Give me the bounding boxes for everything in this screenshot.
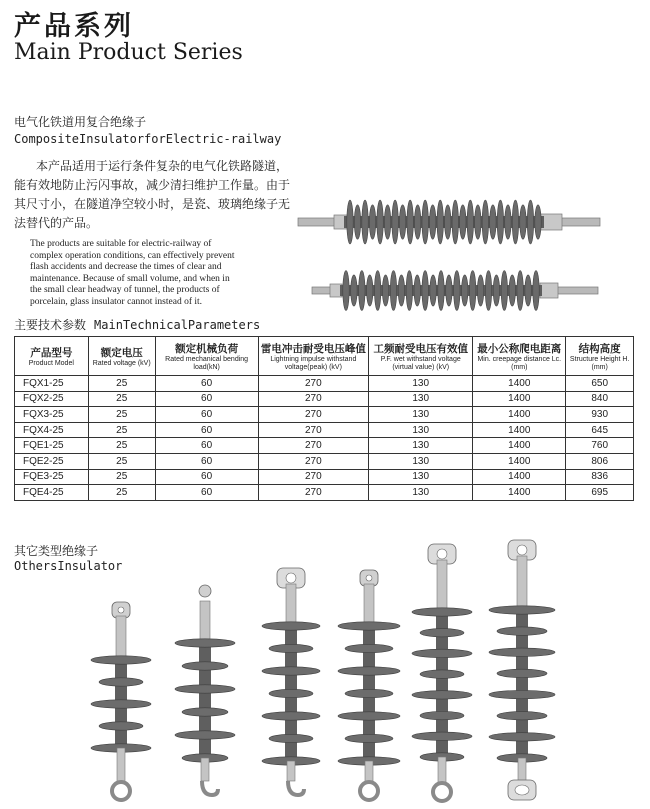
- table-cell: 25: [88, 376, 155, 392]
- table-cell: 1400: [473, 422, 566, 438]
- header-cell: 最小公称爬电距离 Min. creepage distance Lc.(mm): [473, 337, 566, 376]
- page-title-en: Main Product Series: [14, 40, 243, 65]
- table-cell: 270: [258, 376, 369, 392]
- table-cell: 840: [566, 391, 634, 407]
- table-cell: 60: [155, 422, 258, 438]
- table-cell: 650: [566, 376, 634, 392]
- table-cell: 695: [566, 485, 634, 501]
- table-row: [15, 376, 634, 392]
- table-cell: 60: [155, 438, 258, 454]
- table-cell: 60: [155, 469, 258, 485]
- model-cell: FQX3-25: [15, 407, 89, 423]
- table-cell: 270: [258, 453, 369, 469]
- params-title-cn: 主要技术参数: [14, 318, 87, 332]
- model-cell: FQX4-25: [15, 422, 89, 438]
- table-cell: 270: [258, 422, 369, 438]
- others-insulator-image-1: [86, 598, 156, 803]
- table-cell: 1400: [473, 407, 566, 423]
- railway-insulator-image-2: [310, 267, 600, 315]
- table-cell: 130: [369, 438, 473, 454]
- table-cell: 130: [369, 407, 473, 423]
- header-cell: 雷电冲击耐受电压峰值 Lightning impulse withstand voltage(peak) (kV): [258, 337, 369, 376]
- header-cell: 工频耐受电压有效值 P.F. wet withstand voltage (virtual value) (kV): [369, 337, 473, 376]
- table-cell: 270: [258, 485, 369, 501]
- model-cell: FQE4-25: [15, 485, 89, 501]
- table-cell: 130: [369, 453, 473, 469]
- table-cell: 806: [566, 453, 634, 469]
- table-cell: 25: [88, 407, 155, 423]
- description-en: The products are suitable for electric-railway of complex operation conditions, can effectively prevent flash accidents and decrease the times of clear and maintenance. Because of small volume, and when in the small clear headway of tunnel, the products of porcelain, glass insulator cannot instead of it.: [30, 239, 235, 307]
- header-cell: 额定机械负荷 Rated mechanical bending load(kN): [155, 337, 258, 376]
- table-row: [15, 453, 634, 469]
- header-cell: 产品型号 Product Model: [15, 337, 89, 376]
- others-insulator-image-3: [256, 566, 326, 803]
- header-cell: 结构高度 Structure Height H.(mm): [566, 337, 634, 376]
- table-cell: 25: [88, 391, 155, 407]
- others-insulator-image-2: [170, 583, 240, 803]
- params-title: [14, 316, 260, 333]
- section-title-cn: 电气化铁道用复合绝缘子: [14, 115, 147, 129]
- table-row: [15, 422, 634, 438]
- table-cell: 25: [88, 485, 155, 501]
- table-cell: 760: [566, 438, 634, 454]
- table-cell: 930: [566, 407, 634, 423]
- others-insulator-image-5: [406, 542, 478, 804]
- table-cell: 25: [88, 422, 155, 438]
- table-cell: 130: [369, 485, 473, 501]
- table-cell: 130: [369, 469, 473, 485]
- table-cell: 60: [155, 407, 258, 423]
- table-cell: 25: [88, 438, 155, 454]
- table-cell: 60: [155, 453, 258, 469]
- table-row: [15, 407, 634, 423]
- params-title-en: MainTechnicalParameters: [94, 318, 261, 332]
- table-cell: 1400: [473, 453, 566, 469]
- table-cell: 1400: [473, 469, 566, 485]
- table-row: [15, 485, 634, 501]
- table-cell: 25: [88, 469, 155, 485]
- table-cell: 1400: [473, 376, 566, 392]
- table-cell: 1400: [473, 391, 566, 407]
- description-cn: 本产品适用于运行条件复杂的电气化铁路隧道，能有效地防止污闪事故，减少清扫维护工作量。由于其尺寸小，在隧道净空较小时，是瓷、玻璃绝缘子无法替代的产品。: [14, 159, 291, 230]
- table-cell: 60: [155, 391, 258, 407]
- table-cell: 130: [369, 391, 473, 407]
- table-header-row: [15, 337, 634, 376]
- table-cell: 60: [155, 485, 258, 501]
- table-cell: 1400: [473, 438, 566, 454]
- model-cell: FQE2-25: [15, 453, 89, 469]
- table-row: [15, 391, 634, 407]
- table-cell: 60: [155, 376, 258, 392]
- page-title-cn: 产品系列: [14, 11, 134, 42]
- table-row: [15, 469, 634, 485]
- table-cell: 645: [566, 422, 634, 438]
- table-row: [15, 438, 634, 454]
- spec-table: [14, 336, 634, 501]
- others-insulator-image-6: [484, 538, 560, 804]
- table-cell: 130: [369, 376, 473, 392]
- model-cell: FQX1-25: [15, 376, 89, 392]
- header-cell: 额定电压 Rated voltage (kV): [88, 337, 155, 376]
- table-cell: 25: [88, 453, 155, 469]
- others-title-cn: 其它类型绝缘子: [14, 544, 99, 558]
- railway-insulator-image-1: [296, 197, 602, 247]
- section-title-en: CompositeInsulatorforElectric-railway: [14, 132, 282, 146]
- table-cell: 270: [258, 469, 369, 485]
- model-cell: FQE3-25: [15, 469, 89, 485]
- table-cell: 1400: [473, 485, 566, 501]
- table-cell: 130: [369, 422, 473, 438]
- table-cell: 270: [258, 407, 369, 423]
- model-cell: FQE1-25: [15, 438, 89, 454]
- table-cell: 270: [258, 391, 369, 407]
- others-title-en: OthersInsulator: [14, 559, 123, 573]
- table-cell: 270: [258, 438, 369, 454]
- model-cell: FQX2-25: [15, 391, 89, 407]
- others-insulator-image-4: [332, 566, 406, 803]
- table-cell: 836: [566, 469, 634, 485]
